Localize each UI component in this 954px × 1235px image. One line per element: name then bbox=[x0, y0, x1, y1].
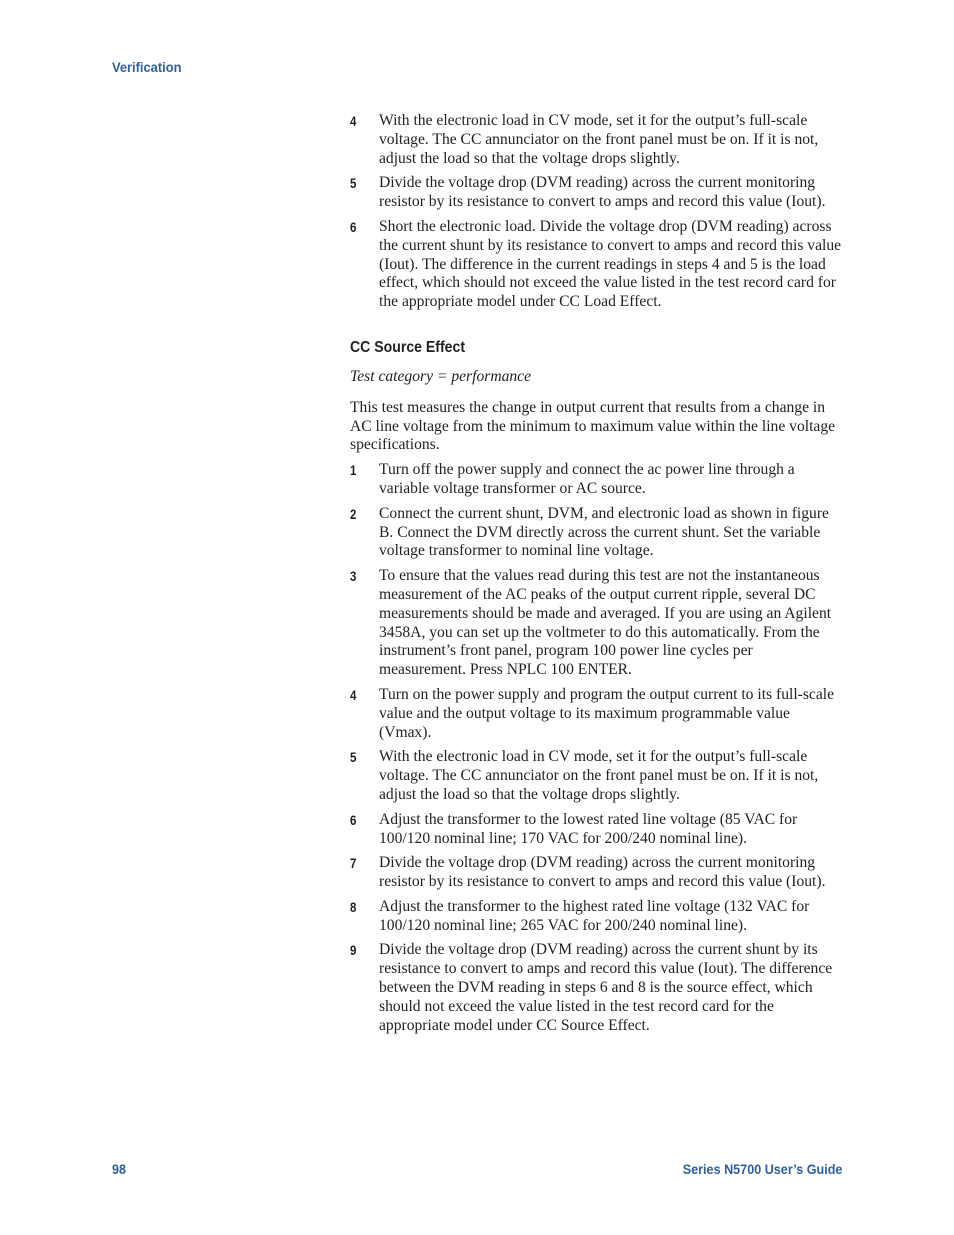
page-content bbox=[350, 112, 842, 1041]
list-item bbox=[350, 686, 842, 742]
step-number: 5 bbox=[350, 750, 357, 766]
list-item bbox=[350, 854, 842, 892]
step-text: Adjust the transformer to the lowest rated line voltage (85 VAC for 100/120 nominal line; 170 VAC for 200/240 nominal line). bbox=[379, 810, 798, 847]
step-number: 7 bbox=[350, 856, 357, 872]
step-number: 5 bbox=[350, 176, 357, 192]
list-item bbox=[350, 811, 842, 849]
test-category: Test category = performance bbox=[350, 367, 532, 385]
step-number: 4 bbox=[350, 687, 357, 703]
step-text: To ensure that the values read during this test are not the instantaneous measurement of the AC peaks of the output current ripple, several DC measurements should be made and averaged. If you are using an Agilent 3458A, you can set up the voltmeter to do this automatically. From the instrument’s front panel, program 100 power line cycles per measurement. Press NPLC 100 ENTER. bbox=[379, 567, 832, 679]
step-text: Short the electronic load. Divide the voltage drop (DVM reading) across the current shunt by its resistance to convert to amps and record this value (Iout). The difference in the current readings in steps 4 and 5 is the load effect, which should not exceed the value listed in the test record card for the appropriate model under CC Load Effect. bbox=[379, 217, 842, 311]
step-text: Connect the current shunt, DVM, and electronic load as shown in figure B. Connect the DVM directly across the current shunt. Set the variable voltage transformer to nominal line voltage. bbox=[379, 504, 829, 560]
step-text: Divide the voltage drop (DVM reading) across the current shunt by its resistance to convert to amps and record this value (Iout). The difference between the DVM reading in steps 6 and 8 is the source effect, which should not exceed the value listed in the test record card for the appropriate model under CC Source Effect. bbox=[379, 941, 833, 1034]
step-number: 3 bbox=[350, 569, 357, 585]
page-number: 98 bbox=[112, 1161, 127, 1177]
steps-top-list bbox=[350, 112, 842, 312]
step-number: 8 bbox=[350, 899, 357, 915]
list-item bbox=[350, 567, 842, 680]
step-text: Divide the voltage drop (DVM reading) across the current monitoring resistor by its resistance to convert to amps and record this value (Iout). bbox=[379, 174, 826, 211]
step-text: Divide the voltage drop (DVM reading) across the current monitoring resistor by its resistance to convert to amps and record this value (Iout). bbox=[379, 854, 826, 891]
running-header: Verification bbox=[112, 59, 182, 75]
list-item bbox=[350, 461, 842, 499]
step-number: 1 bbox=[350, 463, 357, 479]
step-number: 2 bbox=[350, 506, 357, 522]
list-item bbox=[350, 941, 842, 1035]
list-item bbox=[350, 898, 842, 936]
step-number: 6 bbox=[350, 219, 357, 235]
list-item bbox=[350, 505, 842, 561]
step-number: 9 bbox=[350, 943, 357, 959]
list-item bbox=[350, 218, 842, 312]
list-item bbox=[350, 748, 842, 804]
section-heading: CC Source Effect bbox=[350, 338, 466, 356]
step-text: With the electronic load in CV mode, set it for the output’s full-scale voltage. The CC annunciator on the front panel must be on. If it is not, adjust the load so that the voltage drops slightly. bbox=[379, 112, 819, 167]
step-text: With the electronic load in CV mode, set it for the output’s full-scale voltage. The CC annunciator on the front panel must be on. If it is not, adjust the load so that the voltage drops slightly. bbox=[379, 748, 819, 803]
steps-list bbox=[350, 461, 842, 1035]
step-text: Turn on the power supply and program the output current to its full-scale value and the output voltage to its maximum programmable value (Vmax). bbox=[379, 685, 835, 741]
step-text: Turn off the power supply and connect the ac power line through a variable voltage transformer or AC source. bbox=[379, 461, 795, 497]
step-text: Adjust the transformer to the highest rated line voltage (132 VAC for 100/120 nominal line; 265 VAC for 200/240 nominal line). bbox=[379, 897, 810, 934]
section-intro: This test measures the change in output current that results from a change in AC line voltage from the minimum to maximum value within the line voltage specifications. bbox=[350, 398, 836, 454]
step-number: 4 bbox=[350, 114, 357, 129]
list-item bbox=[350, 174, 842, 212]
guide-title: Series N5700 User’s Guide bbox=[682, 1161, 842, 1177]
list-item bbox=[350, 112, 842, 168]
step-number: 6 bbox=[350, 812, 357, 828]
